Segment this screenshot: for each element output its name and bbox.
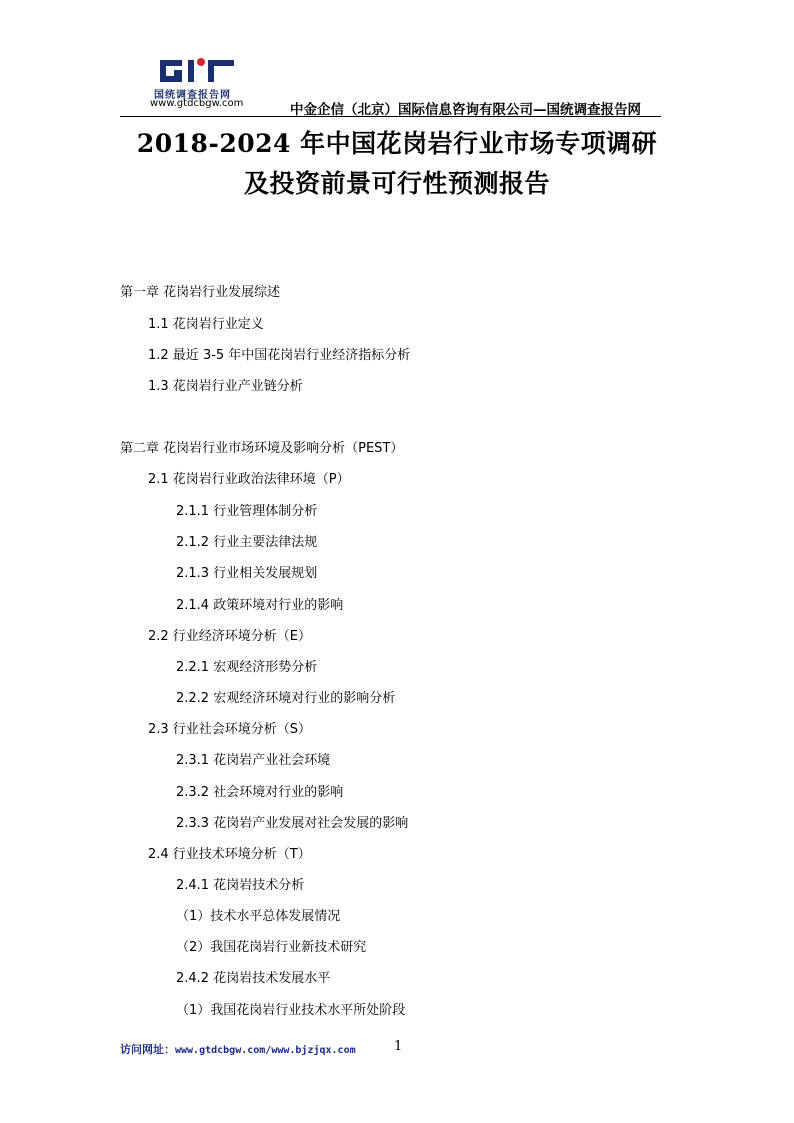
toc-subsection: 2.1.1 行业管理体制分析 xyxy=(176,504,318,519)
toc-subsection: 2.4.2 花岗岩技术发展水平 xyxy=(176,971,331,986)
logo-url: www.gtdcbgw.com xyxy=(150,98,244,109)
toc-subsection: 2.1.3 行业相关发展规划 xyxy=(176,566,318,581)
toc-section: 1.1 花岗岩行业定义 xyxy=(148,317,264,332)
footer-visit-url xyxy=(120,1041,356,1057)
toc-subsection: 2.3.3 花岗岩产业发展对社会发展的影响 xyxy=(176,816,409,831)
toc-section: 2.1 花岗岩行业政治法律环境（P） xyxy=(148,472,350,487)
toc-item: （1）技术水平总体发展情况 xyxy=(176,909,341,924)
report-title-line-2: 及投资前景可行性预测报告 xyxy=(243,169,550,198)
toc-subsection: 2.3.1 花岗岩产业社会环境 xyxy=(176,753,331,768)
toc-subsection: 2.2.2 宏观经济环境对行业的影响分析 xyxy=(176,691,396,706)
toc-subsection: 2.1.4 政策环境对行业的影响 xyxy=(176,598,344,613)
toc-subsection: 2.2.1 宏观经济形势分析 xyxy=(176,660,318,675)
report-title-line-1: 2018-2024 年中国花岗岩行业市场专项调研 xyxy=(136,129,658,158)
header-divider xyxy=(120,116,661,117)
toc-chapter-1: 第一章 花岗岩行业发展综述 xyxy=(120,285,281,300)
site-logo xyxy=(150,56,250,110)
toc-section: 2.4 行业技术环境分析（T） xyxy=(148,847,311,862)
toc-section: 2.2 行业经济环境分析（E） xyxy=(148,629,312,644)
toc-item: （2）我国花岗岩行业新技术研究 xyxy=(176,940,367,955)
toc-chapter-2: 第二章 花岗岩行业市场环境及影响分析（PEST） xyxy=(120,441,404,456)
header-company-name: 中金企信（北京）国际信息咨询有限公司—国统调查报告网 xyxy=(290,102,641,118)
toc-subsection: 2.1.2 行业主要法律法规 xyxy=(176,535,318,550)
footer-label: 访问网址： xyxy=(120,1043,175,1056)
gtr-logo-icon xyxy=(160,56,236,86)
toc-section: 1.3 花岗岩行业产业链分析 xyxy=(148,379,303,394)
footer-urls[interactable]: www.gtdcbgw.com/www.bjzjqx.com xyxy=(175,1045,356,1056)
toc-item: （1）我国花岗岩行业技术水平所处阶段 xyxy=(176,1003,406,1018)
logo-site-name: 国统调查报告网 xyxy=(154,90,231,101)
page-number: 1 xyxy=(394,1039,403,1054)
toc-subsection: 2.3.2 社会环境对行业的影响 xyxy=(176,785,344,800)
toc-section: 1.2 最近 3-5 年中国花岗岩行业经济指标分析 xyxy=(148,348,411,363)
toc-section: 2.3 行业社会环境分析（S） xyxy=(148,722,312,737)
toc-subsection: 2.4.1 花岗岩技术分析 xyxy=(176,878,305,893)
